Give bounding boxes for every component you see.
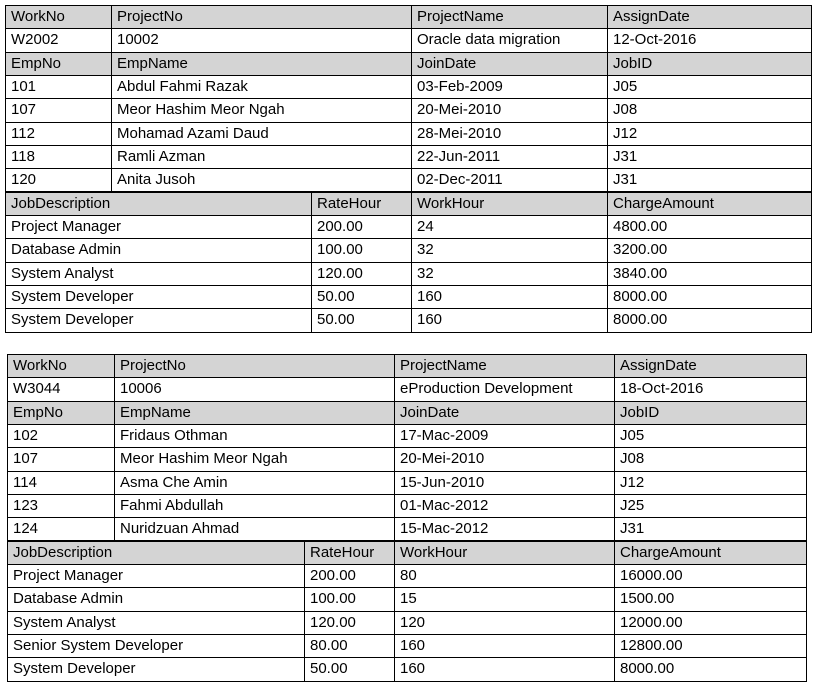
header-cell: WorkNo bbox=[8, 355, 115, 378]
job-id: J05 bbox=[608, 76, 812, 99]
header-cell: ProjectName bbox=[412, 6, 608, 29]
work-hour: 160 bbox=[412, 309, 608, 332]
header-cell: ProjectNo bbox=[112, 6, 412, 29]
emp-no: 120 bbox=[6, 169, 112, 192]
rate-hour: 100.00 bbox=[305, 588, 395, 611]
emp-name: Ramli Azman bbox=[112, 146, 412, 169]
header-cell: JobDescription bbox=[8, 542, 305, 565]
header-cell: JobID bbox=[615, 402, 807, 425]
header-cell: EmpNo bbox=[8, 402, 115, 425]
charge-amount: 4800.00 bbox=[608, 216, 812, 239]
charge-amount: 8000.00 bbox=[608, 309, 812, 332]
emp-name: Anita Jusoh bbox=[112, 169, 412, 192]
rate-hour: 100.00 bbox=[312, 239, 412, 262]
work-hour: 15 bbox=[395, 588, 615, 611]
emp-name: Fahmi Abdullah bbox=[115, 495, 395, 518]
header-cell: EmpName bbox=[112, 53, 412, 76]
join-date: 20-Mei-2010 bbox=[412, 99, 608, 122]
job-id: J08 bbox=[608, 99, 812, 122]
work-hour: 160 bbox=[395, 658, 615, 681]
job-id: J31 bbox=[608, 169, 812, 192]
project-name: eProduction Development bbox=[395, 378, 615, 401]
rate-hour: 200.00 bbox=[305, 565, 395, 588]
project-no: 10006 bbox=[115, 378, 395, 401]
job-description: Project Manager bbox=[6, 216, 312, 239]
header-cell: JoinDate bbox=[395, 402, 615, 425]
rate-hour: 200.00 bbox=[312, 216, 412, 239]
emp-name: Asma Che Amin bbox=[115, 472, 395, 495]
rate-hour: 50.00 bbox=[305, 658, 395, 681]
project-no: 10002 bbox=[112, 29, 412, 52]
header-cell: ProjectNo bbox=[115, 355, 395, 378]
header-cell: WorkHour bbox=[395, 542, 615, 565]
rate-hour: 120.00 bbox=[305, 612, 395, 635]
join-date: 03-Feb-2009 bbox=[412, 76, 608, 99]
job-description: System Developer bbox=[6, 286, 312, 309]
emp-no: 107 bbox=[6, 99, 112, 122]
header-cell: RateHour bbox=[305, 542, 395, 565]
join-date: 01-Mac-2012 bbox=[395, 495, 615, 518]
job-id: J25 bbox=[615, 495, 807, 518]
emp-name: Meor Hashim Meor Ngah bbox=[112, 99, 412, 122]
emp-name: Meor Hashim Meor Ngah bbox=[115, 448, 395, 471]
work-hour: 32 bbox=[412, 263, 608, 286]
job-description: System Developer bbox=[6, 309, 312, 332]
project-name: Oracle data migration bbox=[412, 29, 608, 52]
join-date: 17-Mac-2009 bbox=[395, 425, 615, 448]
work-hour: 24 bbox=[412, 216, 608, 239]
charge-amount: 3840.00 bbox=[608, 263, 812, 286]
work-hour: 80 bbox=[395, 565, 615, 588]
header-cell: RateHour bbox=[312, 193, 412, 216]
charge-amount: 12800.00 bbox=[615, 635, 807, 658]
job-id: J31 bbox=[608, 146, 812, 169]
charge-amount: 8000.00 bbox=[615, 658, 807, 681]
rate-hour: 50.00 bbox=[312, 286, 412, 309]
assign-date: 18-Oct-2016 bbox=[615, 378, 807, 401]
header-cell: WorkNo bbox=[6, 6, 112, 29]
header-cell: ChargeAmount bbox=[615, 542, 807, 565]
work-hour: 160 bbox=[412, 286, 608, 309]
emp-no: 107 bbox=[8, 448, 115, 471]
header-cell: EmpName bbox=[115, 402, 395, 425]
emp-name: Mohamad Azami Daud bbox=[112, 123, 412, 146]
job-description: Database Admin bbox=[6, 239, 312, 262]
charge-amount: 3200.00 bbox=[608, 239, 812, 262]
job-description: Database Admin bbox=[8, 588, 305, 611]
job-id: J12 bbox=[615, 472, 807, 495]
job-id: J31 bbox=[615, 518, 807, 541]
job-id: J05 bbox=[615, 425, 807, 448]
rate-hour: 120.00 bbox=[312, 263, 412, 286]
charge-amount: 16000.00 bbox=[615, 565, 807, 588]
job-id: J12 bbox=[608, 123, 812, 146]
join-date: 15-Mac-2012 bbox=[395, 518, 615, 541]
header-cell: WorkHour bbox=[412, 193, 608, 216]
job-description: System Developer bbox=[8, 658, 305, 681]
header-cell: ChargeAmount bbox=[608, 193, 812, 216]
charge-amount: 8000.00 bbox=[608, 286, 812, 309]
header-cell: AssignDate bbox=[615, 355, 807, 378]
join-date: 02-Dec-2011 bbox=[412, 169, 608, 192]
emp-no: 101 bbox=[6, 76, 112, 99]
job-description: Project Manager bbox=[8, 565, 305, 588]
rate-hour: 80.00 bbox=[305, 635, 395, 658]
emp-no: 102 bbox=[8, 425, 115, 448]
header-cell: JobID bbox=[608, 53, 812, 76]
emp-name: Fridaus Othman bbox=[115, 425, 395, 448]
emp-name: Abdul Fahmi Razak bbox=[112, 76, 412, 99]
emp-name: Nuridzuan Ahmad bbox=[115, 518, 395, 541]
emp-no: 123 bbox=[8, 495, 115, 518]
join-date: 15-Jun-2010 bbox=[395, 472, 615, 495]
join-date: 28-Mei-2010 bbox=[412, 123, 608, 146]
project-table-1 bbox=[5, 5, 812, 333]
rate-hour: 50.00 bbox=[312, 309, 412, 332]
join-date: 20-Mei-2010 bbox=[395, 448, 615, 471]
emp-no: 114 bbox=[8, 472, 115, 495]
job-description: System Analyst bbox=[8, 612, 305, 635]
header-cell: JobDescription bbox=[6, 193, 312, 216]
header-cell: EmpNo bbox=[6, 53, 112, 76]
project-table-2 bbox=[7, 354, 807, 682]
charge-amount: 1500.00 bbox=[615, 588, 807, 611]
header-cell: AssignDate bbox=[608, 6, 812, 29]
work-hour: 120 bbox=[395, 612, 615, 635]
job-description: Senior System Developer bbox=[8, 635, 305, 658]
emp-no: 124 bbox=[8, 518, 115, 541]
join-date: 22-Jun-2011 bbox=[412, 146, 608, 169]
job-id: J08 bbox=[615, 448, 807, 471]
job-description: System Analyst bbox=[6, 263, 312, 286]
emp-no: 118 bbox=[6, 146, 112, 169]
emp-no: 112 bbox=[6, 123, 112, 146]
charge-amount: 12000.00 bbox=[615, 612, 807, 635]
header-cell: JoinDate bbox=[412, 53, 608, 76]
work-no: W2002 bbox=[6, 29, 112, 52]
work-hour: 160 bbox=[395, 635, 615, 658]
work-hour: 32 bbox=[412, 239, 608, 262]
header-cell: ProjectName bbox=[395, 355, 615, 378]
work-no: W3044 bbox=[8, 378, 115, 401]
assign-date: 12-Oct-2016 bbox=[608, 29, 812, 52]
